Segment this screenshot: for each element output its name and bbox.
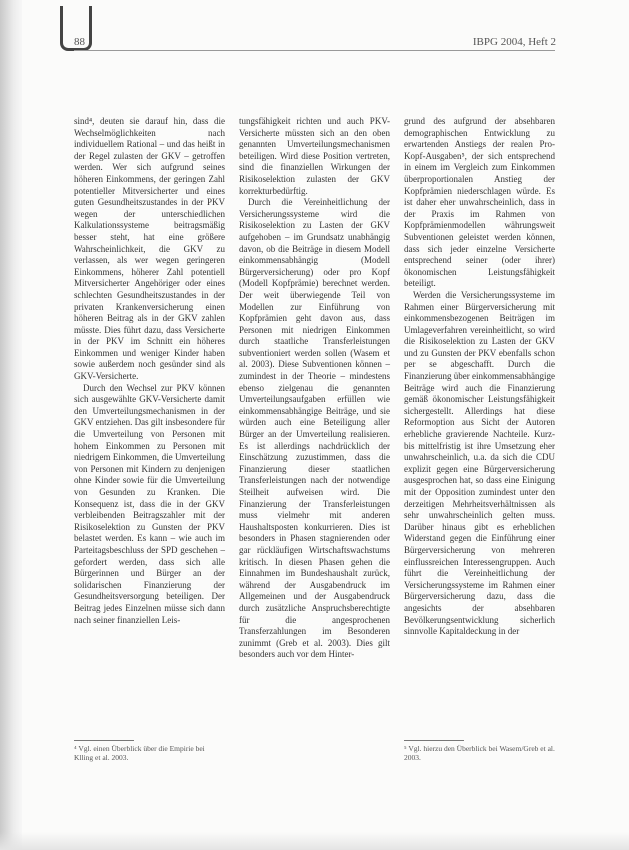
paragraph: tungsfähigkeit richten und auch PKV-Versicherte müssten sich an den oben genannten Umverteilungsmechanismen beteiligen. Wird diese Position vertreten, sind die finanziellen Wirkungen der Risikoselektion zulasten der GKV korrekturbedürftig.	[239, 116, 390, 196]
paragraph: Werden die Versicherungssysteme im Rahmen einer Bürgerversicherung mit einkommensbezogenen Beiträgen im Umlageverfahren vereinheitlicht, so wird die Risikoselektion zu Lasten der GKV und zu Gunsten der PKV ebenfalls schon per se abgeschafft. Durch die Finanzierung über einkommensabhängige Beiträge wird auch die Finanzierung gemäß ökonomischer Leistungsfähigkeit sichergestellt. Allerdings hat diese Reformoption aus Sicht der Autoren erhebliche gravierende Nachteile. Kurz- bis mittelfristig ist ihre Umsetzung eher unwahrscheinlich, u.a. da sich die CDU explizit gegen eine Bürgerversicherung ausgesprochen hat, so dass eine Einigung mit der Opposition zumindest unter den derzeitigen Mehrheitsverhältnissen als sehr unwahrscheinlich gelten muss. Darüber hinaus gibt es erheblichen Widerstand gegen die Einführung einer Bürgerversicherung von mehreren einflussreichen Interessengruppen. Auch führt die Vereinheitlichung der Versicherungssysteme im Rahmen einer Bürgerversicherung dazu, dass die angesichts der absehbaren Bevölkerungsentwicklung sicherlich sinnvolle Kapitaldeckung in der	[404, 289, 555, 637]
paragraph: sind⁴, deuten sie darauf hin, dass die Wechselmöglichkeiten nach individuellem Rational – und das heißt in der Regel zulasten der GKV – getroffen werden. Wer sich aufgrund seines höheren Einkommens, der geringen Zahl potentieller Mitversicherter und eines guten Gesundheitszustandes in der PKV wegen der unterschiedlichen Kalkulationssysteme beitragsmäßig besser steht, hat eine größere Wahrscheinlichkeit, die GKV zu verlassen, als wer wegen geringeren Einkommens, höherer Zahl potentiell Mitversicherter Angehöriger oder eines schlechten Gesundheitszustandes in der privaten Krankenversicherung einen höheren Beitrag als in der GKV zahlen müsste. Dies führt dazu, dass Versicherte in der PKV im Schnitt ein höheres Einkommen und weniger Kinder haben sowie außerdem noch gesünder sind als GKV-Versicherte.	[74, 116, 225, 382]
text-column-1	[74, 116, 225, 626]
text-column-3	[404, 116, 555, 638]
header-divider	[74, 50, 555, 51]
scan-edge-shadow	[0, 0, 22, 850]
footnote-4: ⁴ Vgl. einen Überblick über die Empirie bei Klling et al. 2003.	[74, 744, 205, 762]
footnote-divider	[404, 740, 464, 741]
scan-bottom-shadow	[0, 832, 629, 850]
paragraph: Durch den Wechsel zur PKV können sich ausgewählte GKV-Versicherte damit den Umverteilungsmechanismen in der GKV entziehen. Das gilt insbesondere für die Umverteilung von Personen mit hohem Einkommen zu Personen mit niedrigem Einkommen, die Umverteilung von Personen mit Kindern zu denjenigen ohne Kinder sowie für die Umverteilung von Gesunden zu Kranken. Die Konsequenz ist, dass die in der GKV verbleibenden Beitragszahler mit der Risikoselektion zu Gunsten der PKV belastet werden. Es kann – wie auch im Parteitagsbeschluss der SPD geschehen – gefordert werden, dass sich alle Bürgerinnen und Bürger an der solidarischen Finanzierung der Gesundheitsversorgung beteiligen. Der Beitrag jedes Einzelnen müsse sich dann nach seiner finanziellen Leis-	[74, 382, 225, 625]
paragraph: grund des aufgrund der absehbaren demographischen Entwicklung zu erwartenden Anstiegs der realen Pro-Kopf-Ausgaben⁵, der sich entsprechend in einem im Vergleich zum Einkommen überproportionalen Anstieg der Kopfprämien niederschlagen würde. Es ist daher eher unwahrscheinlich, dass in der Praxis im Rahmen von Kopfprämienmodellen währungsweit Subventionen geleistet werden können, dass sich jeder einzelne Versicherte entsprechend seiner (oder ihrer) ökonomischen Leistungsfähigkeit beteiligt.	[404, 116, 555, 289]
footnote-divider	[74, 740, 134, 741]
footnote-5: ⁵ Vgl. hierzu den Überblick bei Wasem/Greb et al. 2003.	[404, 744, 555, 762]
paragraph: Durch die Vereinheitlichung der Versicherungssysteme wird die Risikoselektion zu Lasten der GKV aufgehoben – im Grundsatz unabhängig davon, ob die Beiträge in diesem Modell einkommensabhängig (Modell Bürgerversicherung) oder pro Kopf (Modell Kopfprämie) berechnet werden. Der weit überwiegende Teil von Modellen zur Einführung von Kopfprämien geht davon aus, dass Personen mit niedrigen Einkommen durch staatliche Transferleistungen subventioniert werden sollen (Wasem et al. 2003). Diese Subventionen können – zumindest in der Theorie – mindestens ebenso zielgenau die genannten Umverteilungsaufgaben erfüllen wie einkommensabhängige Beiträge, und sie würden auch eine Beteiligung aller Bürger an der Umverteilung realisieren. Es ist allerdings nachdrücklich der Einschätzung zuzustimmen, dass die Finanzierung dieser staatlichen Transferleistungen nach der notwendige Steilheit aufweisen wird. Die Finanzierung der Transferleistungen muss vielmehr mit anderen Haushaltsposten konkurrieren. Dies ist besonders in Phasen stagnierenden oder gar rückläufigen Wirtschaftswachstums kritisch. In diesen Phasen gehen die Einnahmen im Bundeshaushalt zurück, während der Ausgabendruck im Allgemeinen und der Ausgabendruck durch zusätzliche Anspruchsberechtigte für die angesprochenen Transferzahlungen im Besonderen zunimmt (Greb et al. 2003). Dies gilt besonders auch vor dem Hinter-	[239, 197, 390, 660]
text-column-2	[239, 116, 390, 661]
journal-header: IBPG 2004, Heft 2	[472, 36, 556, 48]
page-number: 88	[74, 36, 85, 48]
